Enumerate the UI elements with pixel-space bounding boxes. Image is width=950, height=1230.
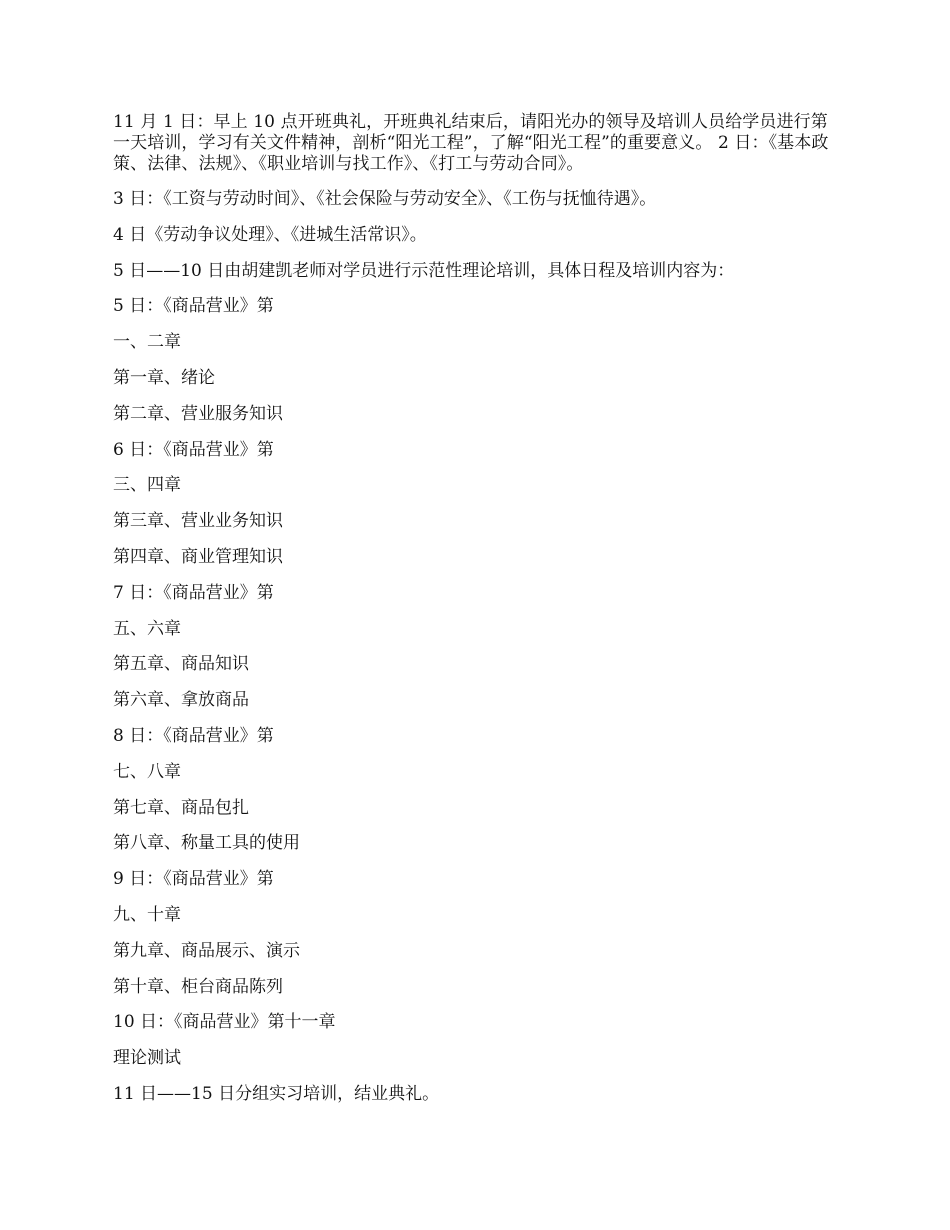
schedule-line: 五、六章 [113, 618, 181, 639]
schedule-line: 6 日：《商品营业》第 [113, 439, 274, 460]
schedule-line: 8 日：《商品营业》第 [113, 725, 274, 746]
schedule-line: 三、四章 [113, 475, 181, 496]
schedule-line: 一、二章 [113, 332, 181, 353]
schedule-line: 3 日：《工资与劳动时间》、《社会保险与劳动安全》、《工伤与抚恤待遇》。 [113, 189, 657, 209]
schedule-line: 5 日：《商品营业》第 [113, 296, 274, 317]
schedule-line: 第五章、商品知识 [113, 654, 249, 675]
schedule-line: 第十章、柜台商品陈列 [113, 976, 283, 997]
schedule-line: 11 日——15 日分组实习培训，结业典礼。 [113, 1083, 440, 1104]
schedule-line: 九、十章 [113, 904, 181, 925]
schedule-line: 理论测试 [113, 1048, 181, 1069]
schedule-line: 第八章、称量工具的使用 [113, 833, 300, 854]
schedule-line: 第一章、绪论 [113, 367, 215, 388]
schedule-line: 第四章、商业管理知识 [113, 546, 283, 567]
schedule-line: 第二章、营业服务知识 [113, 403, 283, 424]
schedule-line: 第六章、拿放商品 [113, 690, 249, 711]
schedule-line: 5 日——10 日由胡建凯老师对学员进行示范性理论培训，具体日程及培训内容为： [113, 260, 735, 281]
schedule-line: 9 日：《商品营业》第 [113, 869, 274, 890]
schedule-line: 七、八章 [113, 761, 181, 782]
schedule-line: 10 日：《商品营业》第十一章 [113, 1012, 336, 1033]
schedule-line: 7 日：《商品营业》第 [113, 582, 274, 603]
schedule-line: 第七章、商品包扎 [113, 797, 249, 818]
schedule-line: 第三章、营业业务知识 [113, 511, 283, 532]
schedule-line: 第九章、商品展示、演示 [113, 940, 300, 961]
schedule-list [113, 187, 838, 1106]
schedule-line: 4 日《劳动争议处理》、《进城生活常识》。 [113, 224, 427, 245]
document-page [113, 112, 838, 1118]
intro-paragraph: 11 月 1 日：早上 10 点开班典礼，开班典礼结束后，请阳光办的领导及培训人员给学员进行第一天培训，学习有关文件精神，剖析“阳光工程”，了解“阳光工程”的重要意义。 2 日：《基本政策、法律、法规》、《职业培训与找工作》、《打工与劳动合同》。 [113, 112, 829, 174]
